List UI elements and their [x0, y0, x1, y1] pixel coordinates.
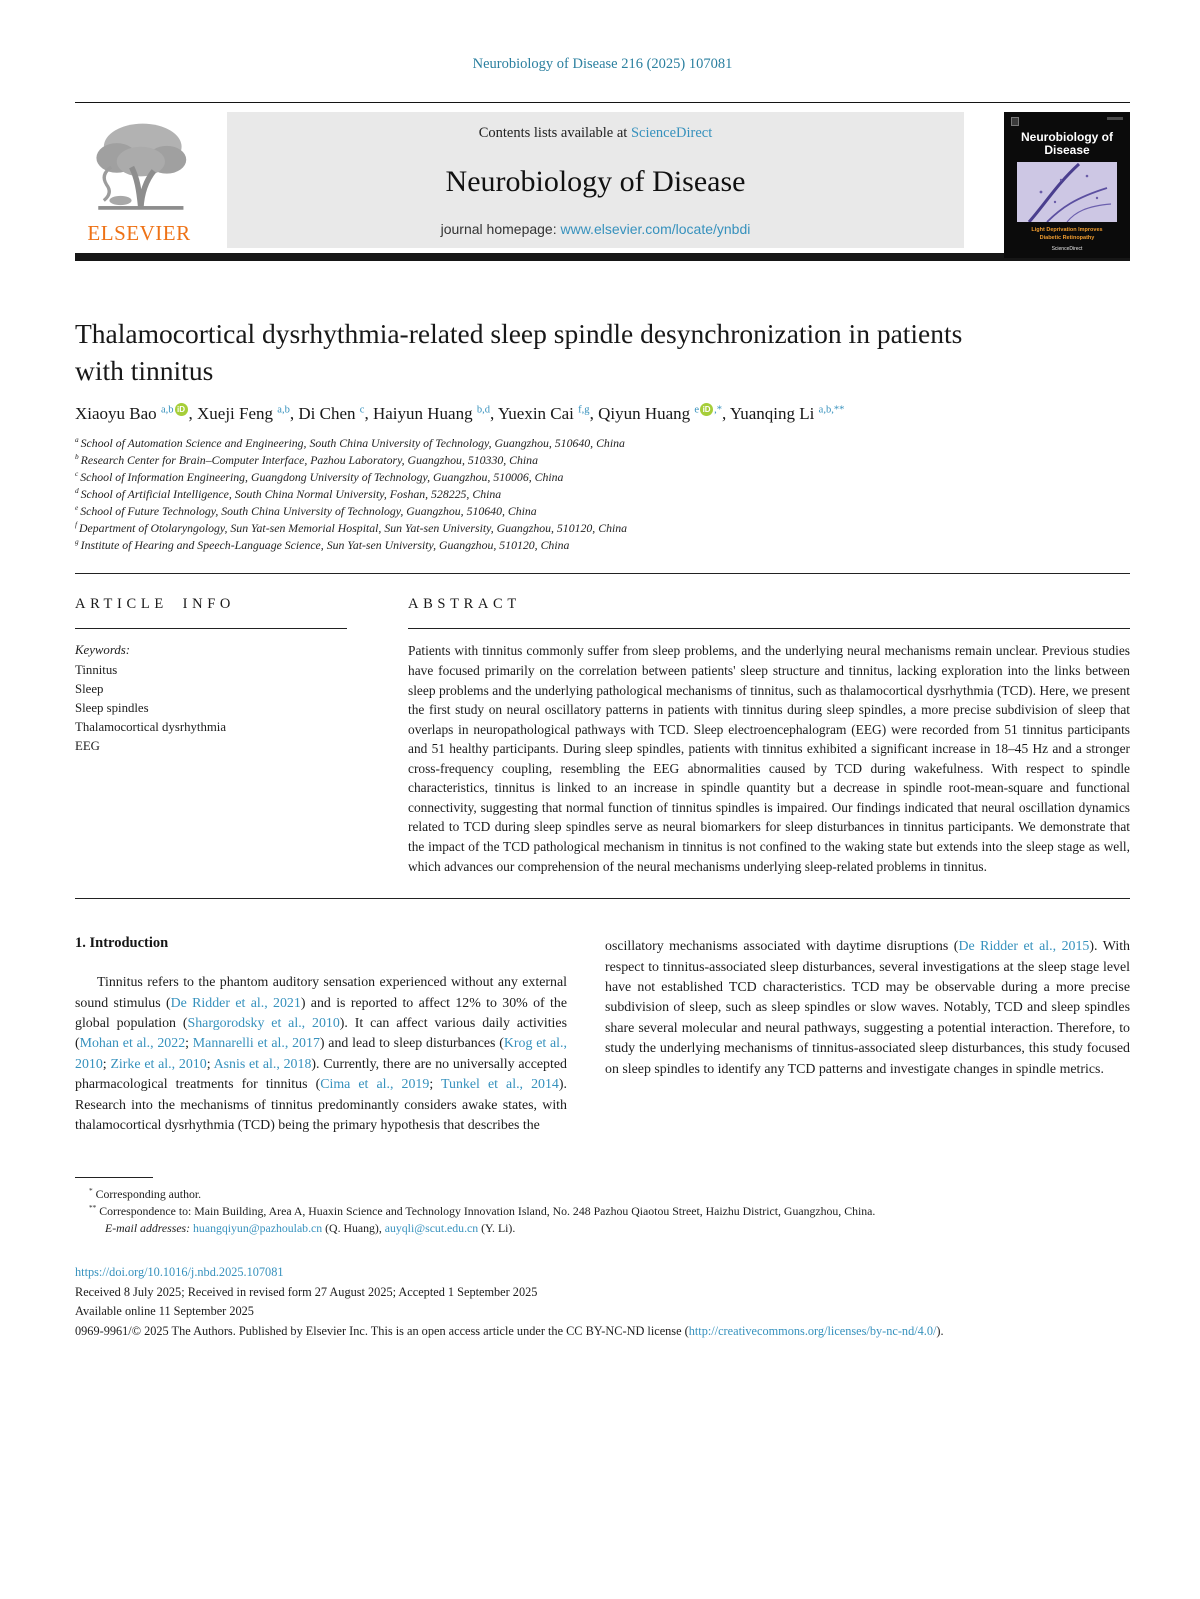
- text-segment: Corresponding author.: [92, 1186, 202, 1201]
- inline-link[interactable]: a,b,**: [818, 404, 845, 416]
- text-segment: ,: [589, 403, 599, 423]
- affiliation-row: [75, 452, 1130, 469]
- text-segment: ;: [185, 1036, 193, 1052]
- keyword-item: EEG: [75, 739, 100, 754]
- contents-line: [235, 125, 956, 142]
- orcid-icon[interactable]: iD: [700, 403, 713, 416]
- affiliation-row: [75, 503, 1130, 520]
- inline-link[interactable]: ScienceDirect: [630, 124, 713, 141]
- inline-link[interactable]: a,b: [160, 404, 174, 416]
- text-segment: Xueji Feng: [197, 403, 278, 423]
- text-segment: 0969-9961/© 2025 The Authors. Published by Elsevier Inc. This is an open access article under the CC BY-NC-ND license (: [75, 1323, 689, 1338]
- footnote-rule: [75, 1177, 153, 1178]
- affiliation-sup: g: [75, 536, 79, 546]
- text-segment: ,: [289, 403, 299, 423]
- affiliation-sup: f: [75, 519, 78, 529]
- cover-caption-line2: Diabetic Retinopathy: [1039, 234, 1095, 241]
- orcid-icon[interactable]: iD: [175, 403, 188, 416]
- inline-link[interactable]: Tunkel et al., 2014: [441, 1077, 559, 1093]
- inline-link[interactable]: Asnis et al., 2018: [213, 1056, 312, 1072]
- affiliation-text: Research Center for Brain–Computer Interface, Pazhou Laboratory, Guangzhou, 510330, China: [80, 453, 538, 468]
- footnotes-block: [75, 1177, 1130, 1237]
- text-segment: ;: [206, 1056, 214, 1072]
- cover-sciencedirect-label: ScienceDirect: [1051, 246, 1083, 253]
- inline-link[interactable]: b,d: [476, 404, 490, 416]
- inline-link[interactable]: www.elsevier.com/locate/ynbdi: [560, 220, 751, 237]
- text-segment: Correspondence to: Main Building, Area A, Huaxin Science and Technology Innovation Island, No. 248 Pazhou Qiaotou Street, Haizhu District, Guangzhou, China.: [96, 1203, 876, 1218]
- article-meta-bottom-block: [75, 1263, 1130, 1342]
- introduction-right-column: [605, 935, 1130, 1137]
- text-segment: Di Chen: [298, 403, 360, 423]
- inline-link[interactable]: De Ridder et al., 2021: [170, 995, 301, 1011]
- article-info-rule: [75, 628, 347, 629]
- cover-neural-image: [1017, 162, 1117, 222]
- text-segment: ,: [188, 403, 198, 423]
- cover-caption: [1031, 227, 1102, 242]
- inline-link[interactable]: Cima et al., 2019: [320, 1077, 430, 1093]
- affiliations-list: [75, 435, 1130, 553]
- article-info-heading: ARTICLE INFO: [75, 596, 236, 613]
- text-segment: ). Currently, there are no universally accepted pharmacological treatments for tinnitus (: [75, 1056, 567, 1093]
- introduction-paragraph-left: [75, 973, 567, 1137]
- text-segment: Yuanqing Li: [729, 403, 819, 423]
- affiliation-text: Department of Otolaryngology, Sun Yat-sen Memorial Hospital, Sun Yat-sen University, Guangzhou, 510120, China: [79, 520, 628, 535]
- footnote-correspondence-address: [75, 1203, 1130, 1220]
- text-segment: journal homepage:: [440, 220, 561, 237]
- text-segment: ;: [429, 1077, 442, 1093]
- introduction-paragraph-right: [605, 937, 1130, 1080]
- header-black-bar: [75, 253, 1130, 261]
- inline-link[interactable]: ,*: [714, 404, 722, 416]
- elsevier-logo[interactable]: [75, 112, 203, 248]
- journal-title: Neurobiology of Disease: [445, 164, 746, 198]
- text-segment: Xiaoyu Bao: [75, 403, 161, 423]
- text-segment: ;: [102, 1056, 111, 1072]
- journal-info-box: [227, 112, 964, 248]
- cover-journal-title: Neurobiology of Disease: [1021, 129, 1113, 157]
- text-segment: Yuexin Cai: [497, 403, 579, 423]
- inline-link[interactable]: a,b: [277, 404, 290, 416]
- article-info-abstract-block: [75, 574, 1130, 898]
- text-segment: ) and is reported to affect 12% to 30% of the global population (: [75, 995, 568, 1032]
- text-segment: Contents lists available at: [478, 124, 631, 141]
- inline-link[interactable]: Zirke et al., 2010: [110, 1056, 207, 1072]
- cover-top-marks: [1011, 117, 1123, 127]
- text-segment: ,: [721, 403, 730, 423]
- affiliation-sup: a: [75, 435, 79, 445]
- header-top-rule: [75, 102, 1130, 103]
- cover-caption-line1: Light Deprivation Improves: [1031, 227, 1103, 234]
- text-segment: ). With respect to tinnitus-associated sleep disturbances, several investigations at the sleep stage level have not established TCD characteristics. TCD may be observable during a more precise subdivision of sleep, such as sleep spindles or slow waves. Notably, TCD and sleep spindles share several molecular and neural pathways, suggesting a potential interaction. Therefore, to study the underlying mechanisms of tinnitus-associated sleep disturbances, this study focused on sleep spindles to identify any TCD patterns and investigate changes in spindle metrics.: [605, 939, 1130, 1077]
- inline-link[interactable]: auyqli@scut.edu.cn: [384, 1220, 479, 1235]
- inline-link[interactable]: Mohan et al., 2022: [79, 1036, 186, 1052]
- text-segment: ) and lead to sleep disturbances (: [319, 1036, 504, 1052]
- text-segment: Tinnitus refers to the phantom auditory sensation experienced without any external sound stimulus (: [75, 975, 567, 1011]
- keyword-item: Tinnitus: [75, 662, 118, 677]
- affiliation-sup: d: [75, 486, 79, 496]
- text-segment: Qiyun Huang: [598, 403, 695, 423]
- article-title: Thalamocortical dysrhythmia-related sleep spindle desynchronization in patients with tinnitus: [75, 317, 963, 387]
- abstract-rule: [408, 628, 1130, 629]
- inline-link[interactable]: Shargorodsky et al., 2010: [187, 1016, 340, 1032]
- footnote-corresponding-author: [75, 1186, 1130, 1203]
- inline-link[interactable]: http://creativecommons.org/licenses/by-nc-nd/4.0/: [688, 1323, 937, 1338]
- inline-link[interactable]: huangqiyun@pazhoulab.cn: [193, 1220, 323, 1235]
- copyright-license-line: [75, 1322, 1130, 1342]
- keywords-label: Keywords:: [75, 643, 130, 658]
- text-segment: ).: [936, 1323, 944, 1338]
- journal-cover-thumbnail[interactable]: [1004, 112, 1130, 258]
- affiliation-row: [75, 435, 1130, 452]
- available-online-line: Available online 11 September 2025: [75, 1304, 254, 1319]
- affiliation-text: School of Future Technology, South China University of Technology, Guangzhou, 510640, China: [80, 503, 537, 518]
- inline-link[interactable]: Krog et al., 2010: [75, 1036, 567, 1072]
- journal-header-band: [75, 112, 1130, 253]
- text-segment: E-mail addresses:: [105, 1220, 194, 1235]
- inline-link[interactable]: De Ridder et al., 2015: [958, 939, 1090, 955]
- affiliation-row: [75, 537, 1130, 554]
- inline-link[interactable]: c: [359, 404, 365, 416]
- article-info-column: [75, 574, 347, 898]
- affiliation-text: School of Information Engineering, Guangdong University of Technology, Guangzhou, 510006, China: [80, 470, 564, 485]
- inline-link[interactable]: f,g: [578, 404, 590, 416]
- abstract-heading: ABSTRACT: [408, 596, 521, 613]
- keyword-item: Thalamocortical dysrhythmia: [75, 720, 227, 735]
- affiliation-text: School of Automation Science and Engineering, South China University of Technology, Guangzhou, 510640, China: [80, 436, 625, 451]
- inline-link[interactable]: e: [694, 404, 700, 416]
- footnote-email-addresses: [75, 1220, 1130, 1237]
- introduction-left-column: [75, 935, 567, 1137]
- affiliation-sup: b: [75, 452, 79, 462]
- affiliation-row: [75, 520, 1130, 537]
- abstract-column: [408, 574, 1130, 898]
- affiliation-sup: c: [75, 469, 79, 479]
- text-segment: Haiyun Huang: [372, 403, 477, 423]
- inline-link[interactable]: Mannarelli et al., 2017: [192, 1036, 320, 1052]
- journal-homepage-line: [235, 221, 956, 237]
- affiliation-text: School of Artificial Intelligence, South China Normal University, Foshan, 528225, China: [80, 486, 502, 501]
- text-segment: **: [89, 1202, 97, 1212]
- doi-link[interactable]: https://doi.org/10.1016/j.nbd.2025.107081: [75, 1264, 284, 1279]
- keywords-block: [75, 641, 347, 756]
- text-segment: *: [89, 1185, 93, 1195]
- cover-mini-tree-icon: [1011, 117, 1019, 126]
- keyword-item: Sleep: [75, 681, 104, 696]
- journal-citation-header: Neurobiology of Disease 216 (2025) 107081: [472, 56, 733, 72]
- text-segment: ,: [490, 403, 498, 423]
- text-segment: ). Research into the mechanisms of tinnitus predominantly considers awake states, with thalamocortical dysrhythmia (TCD) being the primary hypothesis that describes the: [75, 1077, 567, 1134]
- divider-rule: [75, 898, 1130, 899]
- elsevier-tree-icon: [83, 119, 195, 219]
- author-list: [75, 401, 1045, 427]
- cover-volume-mark: [1107, 117, 1123, 120]
- introduction-section: [75, 935, 1130, 1137]
- text-segment: ). It can affect various daily activities (: [75, 1016, 567, 1052]
- received-dates-line: Received 8 July 2025; Received in revised form 27 August 2025; Accepted 1 September 2025: [75, 1284, 538, 1299]
- affiliation-text: Institute of Hearing and Speech-Language Science, Sun Yat-sen University, Guangzhou, 510120, China: [80, 537, 570, 552]
- affiliation-row: [75, 486, 1130, 503]
- keyword-item: Sleep spindles: [75, 700, 149, 715]
- elsevier-wordmark: ELSEVIER: [87, 220, 191, 245]
- affiliation-sup: e: [75, 502, 79, 512]
- text-segment: ,: [364, 403, 373, 423]
- introduction-heading: 1. Introduction: [75, 935, 169, 952]
- text-segment: (Q. Huang),: [322, 1220, 385, 1235]
- text-segment: (Y. Li).: [478, 1220, 516, 1235]
- affiliation-row: [75, 469, 1130, 486]
- abstract-text: Patients with tinnitus commonly suffer from sleep problems, and the underlying neural mechanisms remain unclear. Previous studies have focused primarily on the correlation between patients' sleep structure and tinnitus, lacking exploration into the links between sleep problems and the underlying pathological mechanisms of tinnitus, such as thalamocortical dysrhythmia (TCD). Here, we present the first study on neural oscillatory patterns in patients with tinnitus during sleep spindles, a more precise subdivision of sleep that overlaps in neuropathological pathways with TCD. Sleep electroencephalogram (EEG) were recorded from 51 tinnitus participants and 51 healthy participants. During sleep spindles, patients with tinnitus exhibited a significant increase in 18–45 Hz and a stronger cross-frequency coupling, resembling the EEG abnormalities caused by TCD during wakefulness. With respect to spindle characteristics, tinnitus is linked to an increase in spindle quantity but a decrease in spindle root-mean-square and functional connectivity, suggesting that normal function of tinnitus spindles is impaired. Our findings indicated that neural oscillation dynamics related to TCD during sleep spindles serve as neural biomarkers for sleep disturbances in tinnitus participants. We demonstrate that the impact of the TCD pathological mechanism in tinnitus is not confined to the waking state but extends into the sleep stage as well, which advances our comprehension of the neural mechanisms underlying sleep-related problems in tinnitus.: [408, 643, 1130, 874]
- text-segment: oscillatory mechanisms associated with daytime disruptions (: [605, 939, 959, 955]
